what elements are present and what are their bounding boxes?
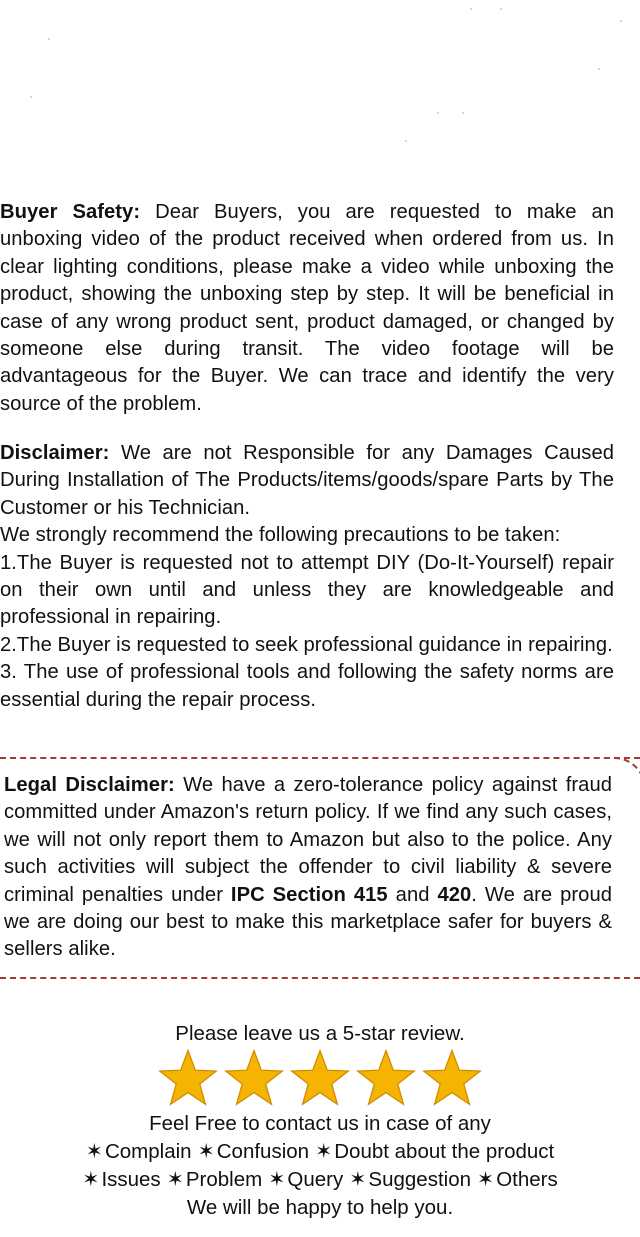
star-icon	[289, 1048, 351, 1110]
star-icon	[223, 1048, 285, 1110]
asterisk-icon: ✶	[82, 1168, 100, 1191]
asterisk-icon: ✶	[268, 1168, 286, 1191]
contact-reason	[167, 1168, 263, 1191]
disclaimer-section	[0, 440, 614, 714]
contact-reason-label: Complain	[104, 1140, 192, 1163]
precaution-item: 2.The Buyer is requested to seek professional guidance in repairing.	[0, 633, 613, 656]
asterisk-icon: ✶	[197, 1140, 215, 1163]
asterisk-icon: ✶	[477, 1168, 495, 1191]
buyer-safety-label: Buyer Safety:	[0, 201, 141, 223]
legal-and: and	[387, 883, 438, 906]
closing-line: We will be happy to help you.	[186, 1196, 454, 1219]
contact-footer	[0, 1020, 640, 1222]
contact-reason	[349, 1168, 471, 1191]
precaution-item: 3. The use of professional tools and following the safety norms are essential during the repair process.	[0, 661, 614, 711]
contact-reason-label: Problem	[185, 1168, 263, 1191]
asterisk-icon: ✶	[315, 1140, 333, 1163]
contact-reason-label: Others	[496, 1168, 558, 1191]
star-icon	[355, 1048, 417, 1110]
contact-reason	[82, 1168, 160, 1191]
legal-text-1: We have a zero-tolerance policy against fraud committed under Amazon's return policy. If we find any such cases, we will not only report them to Amazon but also to the police. Any such activities will subject the offender to civil liability & severe criminal penalties under	[4, 774, 612, 906]
legal-disclaimer-box	[0, 757, 640, 979]
disclaimer-label: Disclaimer:	[0, 442, 110, 464]
contact-reason	[198, 1140, 310, 1163]
contact-reason-label: Suggestion	[368, 1168, 472, 1191]
contact-reason	[315, 1140, 554, 1163]
contact-reason-label: Query	[287, 1168, 344, 1191]
asterisk-icon: ✶	[85, 1140, 103, 1163]
buyer-safety-text: Dear Buyers, you are requested to make an unboxing video of the product received when ordered from us. In clear lighting conditions, please make a video while unboxing the product, showing the unboxing step by step. It will be beneficial in case of any wrong product sent, product damaged, or changed by someone else during transit. The video footage will be advantageous for the Buyer. We can trace and identify the very source of the problem.	[0, 201, 615, 415]
precaution-item: 1.The Buyer is requested not to attempt DIY (Do-It-Yourself) repair on their own until and unless they are knowledgeable and professional in repairing.	[0, 551, 614, 629]
ipc-section: IPC Section 415	[230, 883, 388, 906]
star-icon	[157, 1048, 219, 1110]
legal-label: Legal Disclaimer:	[4, 774, 175, 796]
asterisk-icon: ✶	[166, 1168, 184, 1191]
precautions-intro: We strongly recommend the following precautions to be taken:	[0, 524, 561, 547]
review-request: Please leave us a 5-star review.	[175, 1022, 465, 1045]
contact-reasons-row-1	[0, 1138, 640, 1166]
disclaimer-paragraph	[0, 440, 614, 522]
buyer-safety-paragraph	[0, 199, 614, 418]
asterisk-icon: ✶	[349, 1168, 367, 1191]
five-star-rating	[0, 1048, 640, 1114]
disclaimer-text: We are not Responsible for any Damages Caused During Installation of The Products/items/goods/spare Parts by The Customer or his Technician.	[0, 442, 614, 519]
contact-line: Feel Free to contact us in case of any	[149, 1112, 491, 1135]
contact-reason-label: Confusion	[216, 1140, 310, 1163]
contact-reason	[86, 1140, 192, 1163]
contact-reason	[268, 1168, 343, 1191]
legal-text-2: . We are proud we are doing our best to make this marketplace safer for buyers & sellers alike.	[4, 883, 612, 961]
star-icon	[421, 1048, 483, 1110]
contact-reason-label: Issues	[101, 1168, 161, 1191]
ipc-section-number: 420	[437, 883, 472, 906]
contact-reason-label: Doubt about the product	[334, 1140, 555, 1163]
legal-disclaimer-paragraph	[4, 772, 612, 964]
contact-reason	[477, 1168, 558, 1191]
contact-reasons-row-2	[0, 1166, 640, 1194]
